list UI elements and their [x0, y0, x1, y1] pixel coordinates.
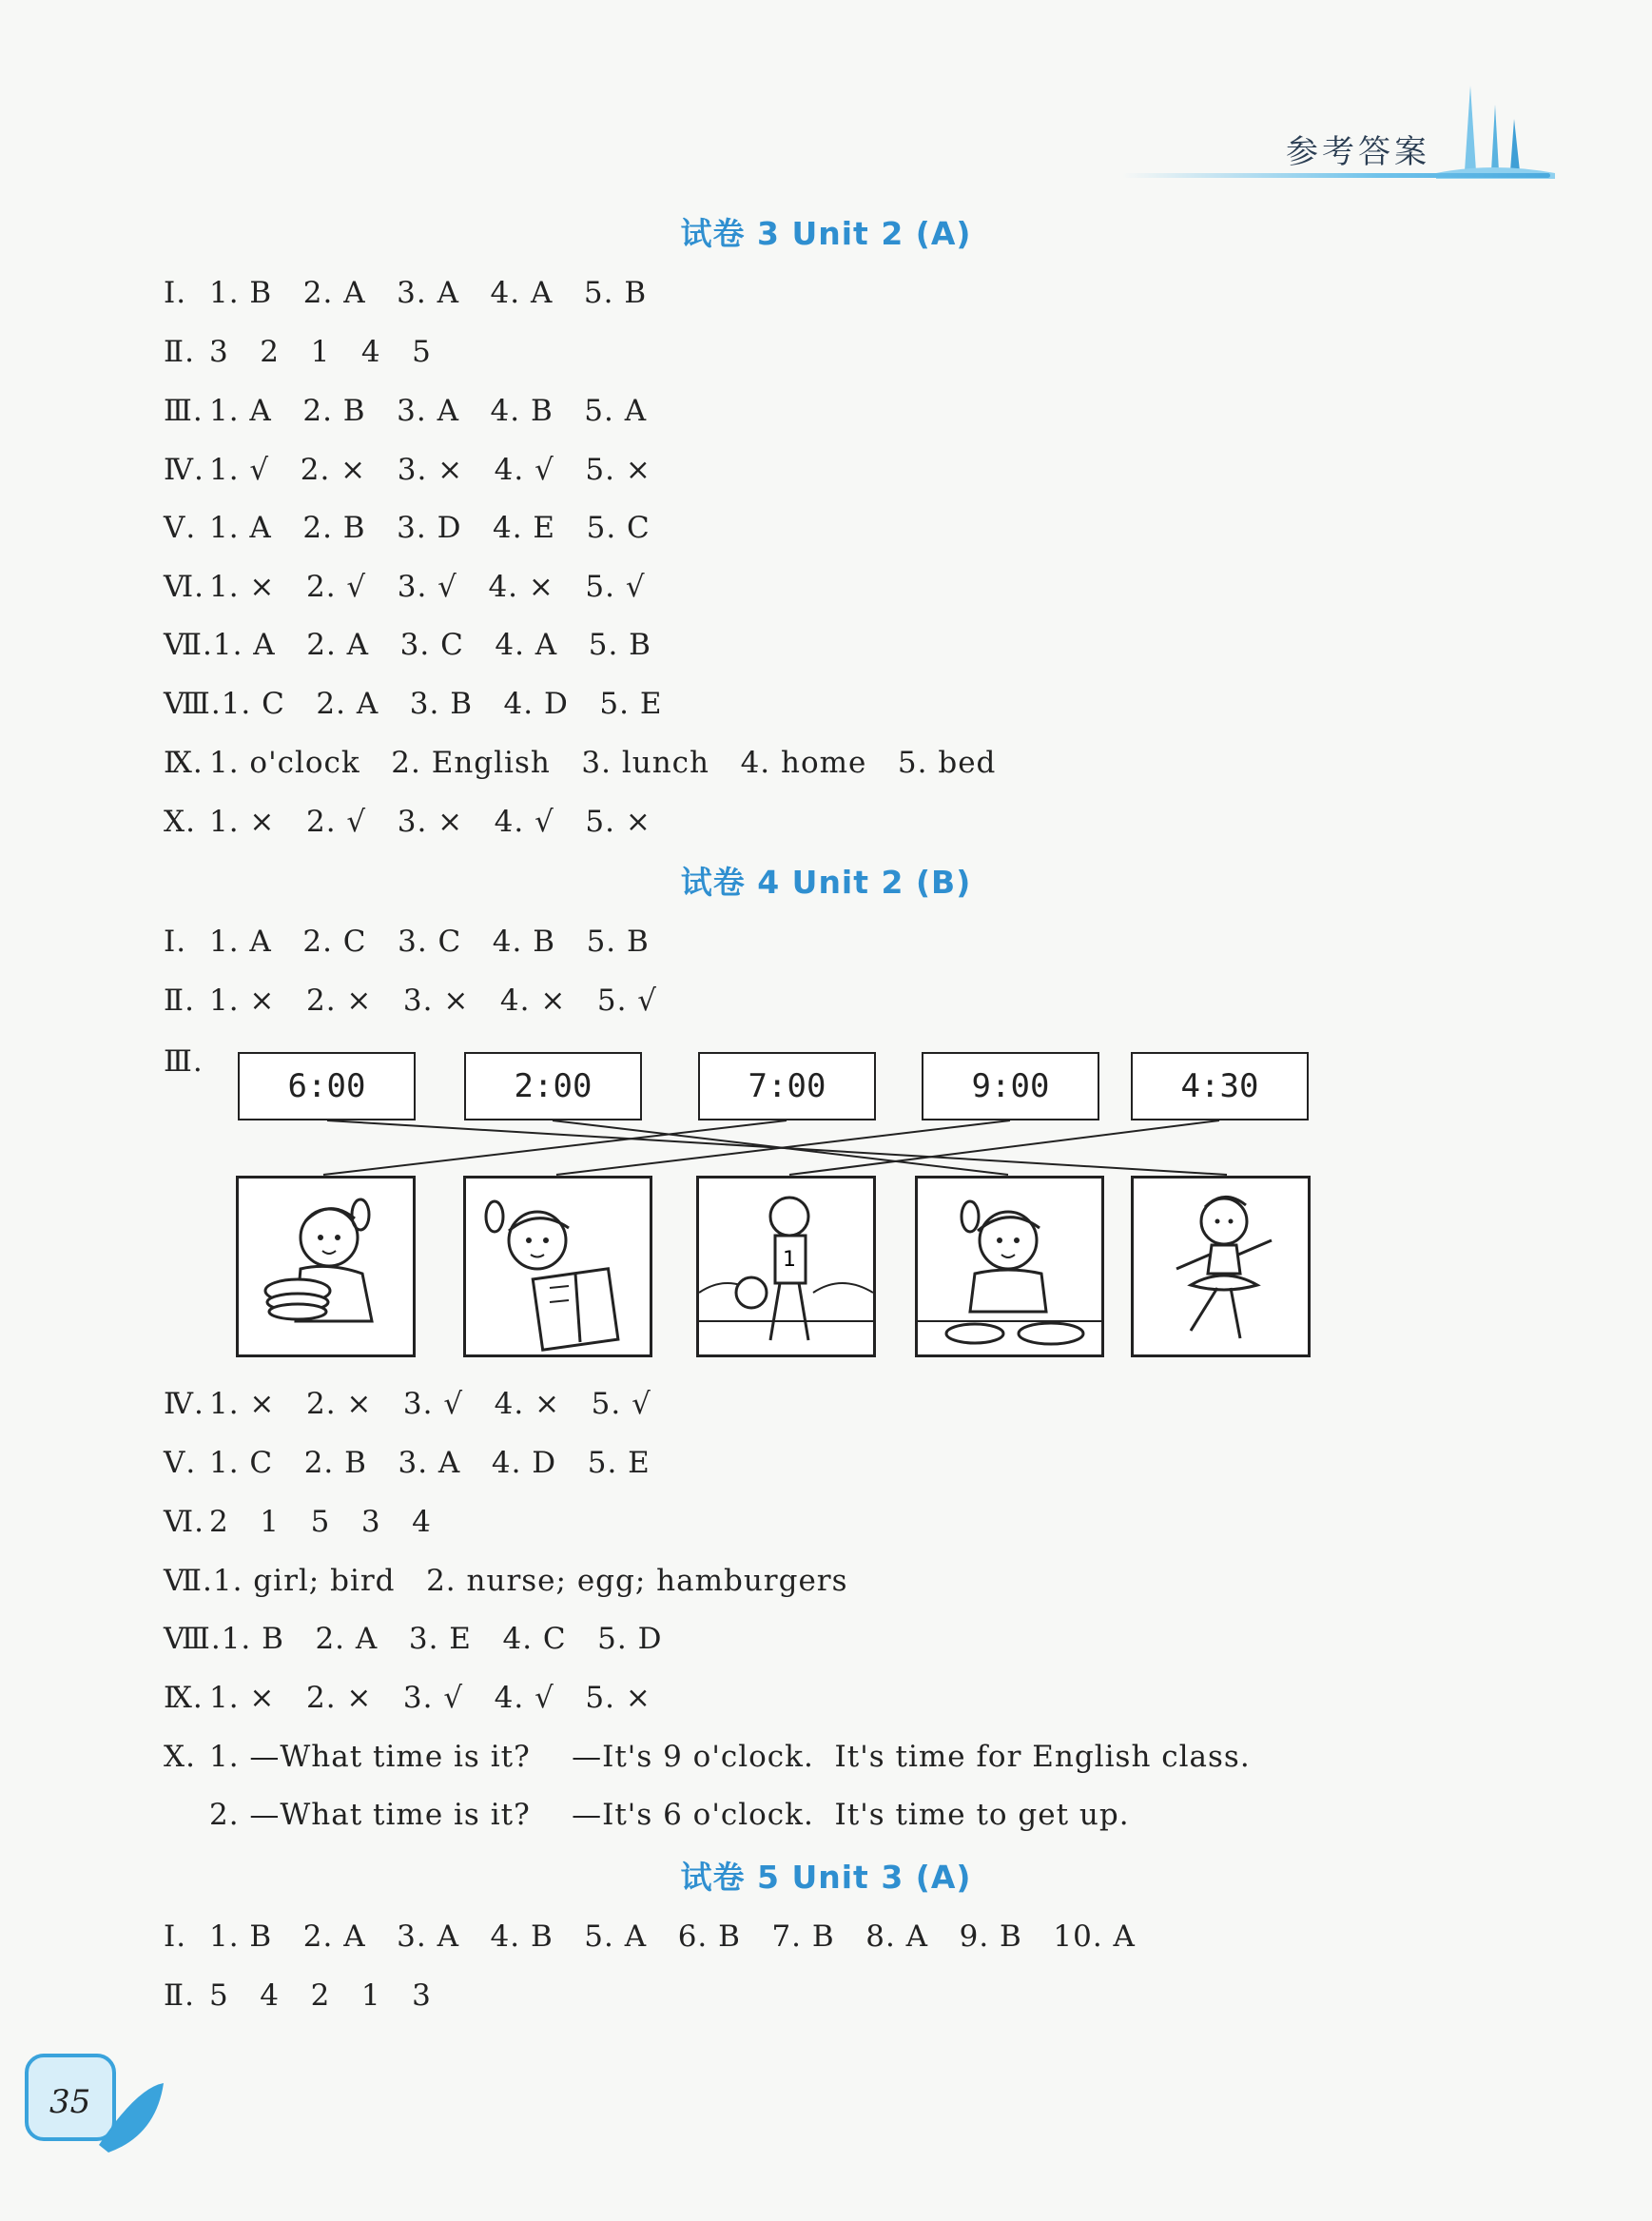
answer-row: Ⅶ.1. A 2. A 3. C 4. A 5. B [164, 628, 651, 662]
page-number-badge-icon [23, 2050, 165, 2154]
answer-row: Ⅷ.1. C 2. A 3. B 4. D 5. E [164, 687, 663, 721]
answer-row: Ⅹ. 1. × 2. √ 3. × 4. √ 5. × [164, 805, 651, 839]
picture-girl-eating-hamburger [236, 1176, 416, 1357]
time-box: 6:00 [238, 1052, 416, 1120]
answer-row: Ⅰ. 1. B 2. A 3. A 4. B 5. A 6. B 7. B 8. A 9. B 10. A [164, 1919, 1136, 1954]
time-box: 2:00 [464, 1052, 642, 1120]
time-box: 9:00 [922, 1052, 1099, 1120]
answer-row: Ⅱ. 1. × 2. × 3. × 4. × 5. √ [164, 984, 658, 1018]
answer-row: Ⅶ.1. girl; bird 2. nurse; egg; hamburgers [164, 1564, 848, 1598]
answer-row: Ⅲ. [164, 1044, 204, 1079]
match-line [323, 1120, 787, 1175]
match-line [789, 1120, 1219, 1175]
girl-eating-icon [239, 1179, 413, 1354]
section-title: 试卷 3 Unit 2 (A) [680, 215, 972, 252]
girl-reading-icon [466, 1179, 650, 1354]
picture-girl-reading [463, 1176, 652, 1357]
answer-row: Ⅴ. 1. A 2. B 3. D 4. E 5. C [164, 511, 651, 545]
answer-row: Ⅰ. 1. A 2. C 3. C 4. B 5. B [164, 925, 650, 959]
answer-row: Ⅱ. 5 4 2 1 3 [164, 1978, 432, 2013]
answer-row: Ⅸ. 1. × 2. × 3. √ 4. √ 5. × [164, 1681, 651, 1715]
answer-row: Ⅳ. 1. √ 2. × 3. × 4. √ 5. × [164, 453, 651, 487]
answer-row: Ⅷ.1. B 2. A 3. E 4. C 5. D [164, 1622, 663, 1656]
svg-text:1: 1 [783, 1248, 796, 1272]
answer-row: Ⅴ. 1. C 2. B 3. A 4. D 5. E [164, 1446, 651, 1480]
picture-girl-dancing [1131, 1176, 1311, 1357]
picture-girl-basketball [696, 1176, 876, 1357]
answer-row: Ⅹ. 1. —What time is it? —It's 9 o'clock. It's time for English class. [164, 1740, 1251, 1774]
answer-row: Ⅱ. 3 2 1 4 5 [164, 335, 432, 369]
page-number: 35 [49, 2083, 91, 2121]
answer-row: Ⅵ. 1. × 2. √ 3. √ 4. × 5. √ [164, 570, 646, 604]
answer-row: Ⅲ. 1. A 2. B 3. A 4. B 5. A [164, 394, 648, 428]
header-label: 参考答案 [1286, 133, 1430, 171]
section-title: 试卷 4 Unit 2 (B) [680, 864, 972, 901]
time-box: 4:30 [1131, 1052, 1309, 1120]
girl-dancing-icon [1134, 1179, 1308, 1354]
answer-row: 2. —What time is it? —It's 6 o'clock. It's time to get up. [209, 1798, 1130, 1832]
answer-row: Ⅰ. 1. B 2. A 3. A 4. A 5. B [164, 276, 648, 310]
answer-row: Ⅸ. 1. o'clock 2. English 3. lunch 4. home 5. bed [164, 746, 997, 780]
answer-row: Ⅳ. 1. × 2. × 3. √ 4. × 5. √ [164, 1387, 651, 1421]
picture-girl-lunch [915, 1176, 1104, 1357]
girl-lunch-icon [918, 1179, 1101, 1354]
time-box: 7:00 [698, 1052, 876, 1120]
answer-row: Ⅵ. 2 1 5 3 4 [164, 1505, 432, 1539]
girl-basketball-icon [699, 1179, 873, 1354]
section-title: 试卷 5 Unit 3 (A) [680, 1859, 972, 1896]
